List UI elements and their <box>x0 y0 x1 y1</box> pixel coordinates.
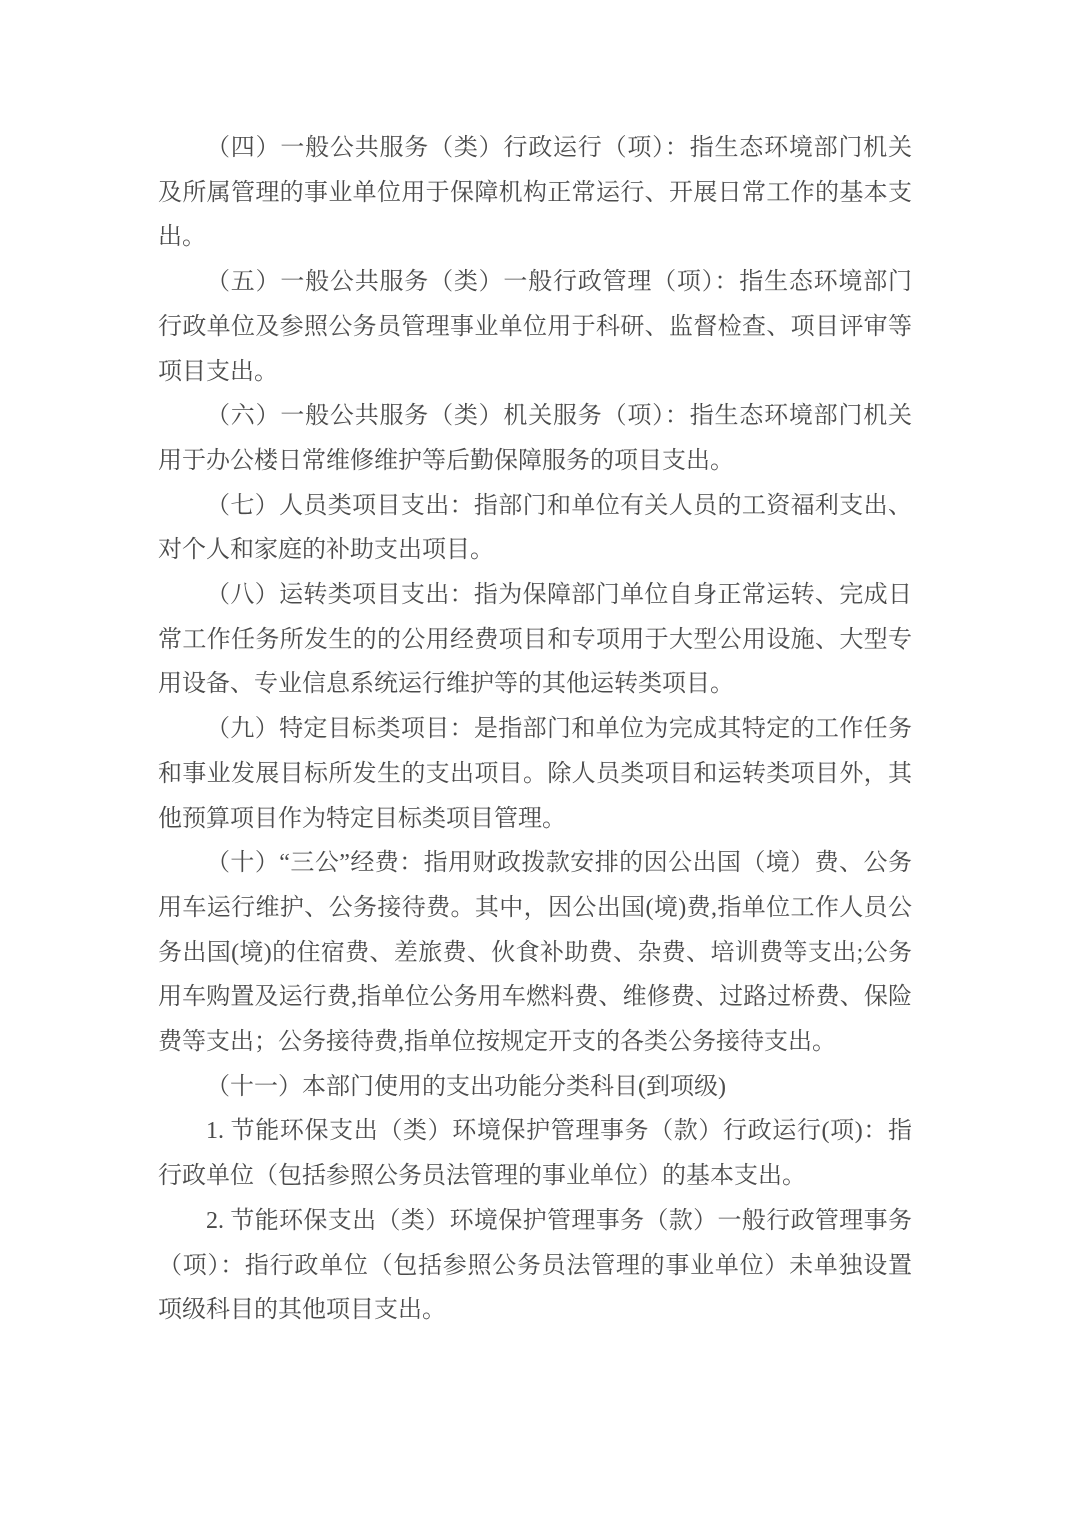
document-body <box>158 126 912 1333</box>
paragraph-item-4: （四）一般公共服务（类）行政运行（项）：指生态环境部门机关及所属管理的事业单位用于保障机构正常运行、开展日常工作的基本支出。 <box>158 135 912 251</box>
paragraph-item-9: （九）特定目标类项目：是指部门和单位为完成其特定的工作任务和事业发展目标所发生的支出项目。除人员类项目和运转类项目外，其他预算项目作为特定目标类项目管理。 <box>158 716 912 832</box>
paragraph-item-7: （七）人员类项目支出：指部门和单位有关人员的工资福利支出、对个人和家庭的补助支出项目。 <box>158 492 912 564</box>
paragraph-sub-1: 1. 节能环保支出（类）环境保护管理事务（款）行政运行(项)：指行政单位（包括参照公务员法管理的事业单位）的基本支出。 <box>158 1118 912 1190</box>
paragraph-item-5: （五）一般公共服务（类）一般行政管理（项）：指生态环境部门行政单位及参照公务员管理事业单位用于科研、监督检查、项目评审等项目支出。 <box>158 269 912 385</box>
paragraph-item-11: （十一）本部门使用的支出功能分类科目(到项级) <box>206 1073 726 1100</box>
paragraph-item-6: （六）一般公共服务（类）机关服务（项）：指生态环境部门机关用于办公楼日常维修维护等后勤保障服务的项目支出。 <box>158 403 912 474</box>
paragraph-item-8: （八）运转类项目支出：指为保障部门单位自身正常运转、完成日常工作任务所发生的的公用经费项目和专项用于大型公用设施、大型专用设备、专业信息系统运行维护等的其他运转类项目。 <box>158 582 912 698</box>
paragraph-item-10: （十）“三公”经费：指用财政拨款安排的因公出国（境）费、公务用车运行维护、公务接待费。其中，因公出国(境)费,指单位工作人员公务出国(境)的住宿费、差旅费、伙食补助费、杂费、培训费等支出;公务用车购置及运行费,指单位公务用车燃料费、维修费、过路过桥费、保险费等支出；公务接待费,指单位按规定开支的各类公务接待支出。 <box>158 850 912 1056</box>
paragraph-sub-2: 2. 节能环保支出（类）环境保护管理事务（款）一般行政管理事务（项）：指行政单位（包括参照公务员法管理的事业单位）未单独设置项级科目的其他项目支出。 <box>158 1207 912 1324</box>
